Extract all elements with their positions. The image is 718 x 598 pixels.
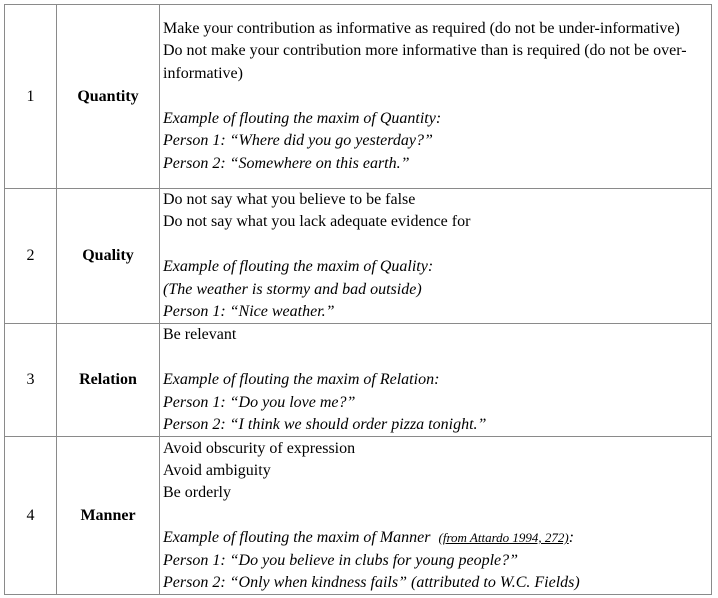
maxim-rule: Do not make your contribution more informative than is required (do not be over-informative) (163, 42, 687, 82)
example-heading-colon: : (568, 529, 575, 547)
row-number: 3 (5, 324, 57, 437)
maxim-description-manner (160, 437, 712, 595)
maxim-rule: Avoid obscurity of expression (163, 439, 356, 457)
table-row-quantity (5, 5, 712, 189)
example-heading (163, 527, 708, 549)
example-line: (The weather is stormy and bad outside) (163, 280, 422, 298)
maxim-name-relation: Relation (57, 324, 160, 437)
table-row-quality (5, 189, 712, 324)
maxim-rule: Do not say what you lack adequate evidence for (163, 213, 471, 231)
maxim-rule: Do not say what you believe to be false (163, 191, 416, 208)
row-number: 4 (5, 437, 57, 595)
maxim-rule: Be relevant (163, 326, 237, 344)
example-heading: Example of flouting the maxim of Quantity: (163, 109, 442, 127)
maxim-rule: Make your contribution as informative as required (do not be under-informative) (163, 20, 680, 38)
table-row-manner (5, 437, 712, 595)
example-line: Person 1: “Where did you go yesterday?” (163, 132, 433, 150)
maxim-name-quantity: Quantity (57, 5, 160, 189)
maxims-table (4, 4, 712, 595)
example-heading-text: Example of flouting the maxim of Manner (163, 529, 431, 547)
citation-link: (from Attardo 1994, 272) (438, 530, 569, 546)
row-number: 2 (5, 189, 57, 324)
maxim-name-quality: Quality (57, 189, 160, 324)
table-row-relation (5, 324, 712, 437)
example-line: Person 2: “Only when kindness fails” (attributed to W.C. Fields) (163, 573, 580, 591)
example-line: Person 1: “Do you believe in clubs for young people?” (163, 551, 519, 569)
example-line: Person 2: “Somewhere on this earth.” (163, 154, 410, 172)
example-line: Person 1: “Do you love me?” (163, 393, 356, 411)
maxim-rule: Be orderly (163, 484, 231, 502)
maxim-description-quantity (160, 5, 712, 189)
maxim-description-quality (160, 189, 712, 324)
row-number: 1 (5, 5, 57, 189)
maxim-description-relation (160, 324, 712, 437)
maxim-name-manner: Manner (57, 437, 160, 595)
example-line: Person 1: “Nice weather.” (163, 303, 335, 321)
example-heading: Example of flouting the maxim of Relation: (163, 371, 440, 389)
example-line: Person 2: “I think we should order pizza tonight.” (163, 416, 487, 434)
example-heading: Example of flouting the maxim of Quality: (163, 258, 434, 276)
maxim-rule: Avoid ambiguity (163, 461, 271, 479)
